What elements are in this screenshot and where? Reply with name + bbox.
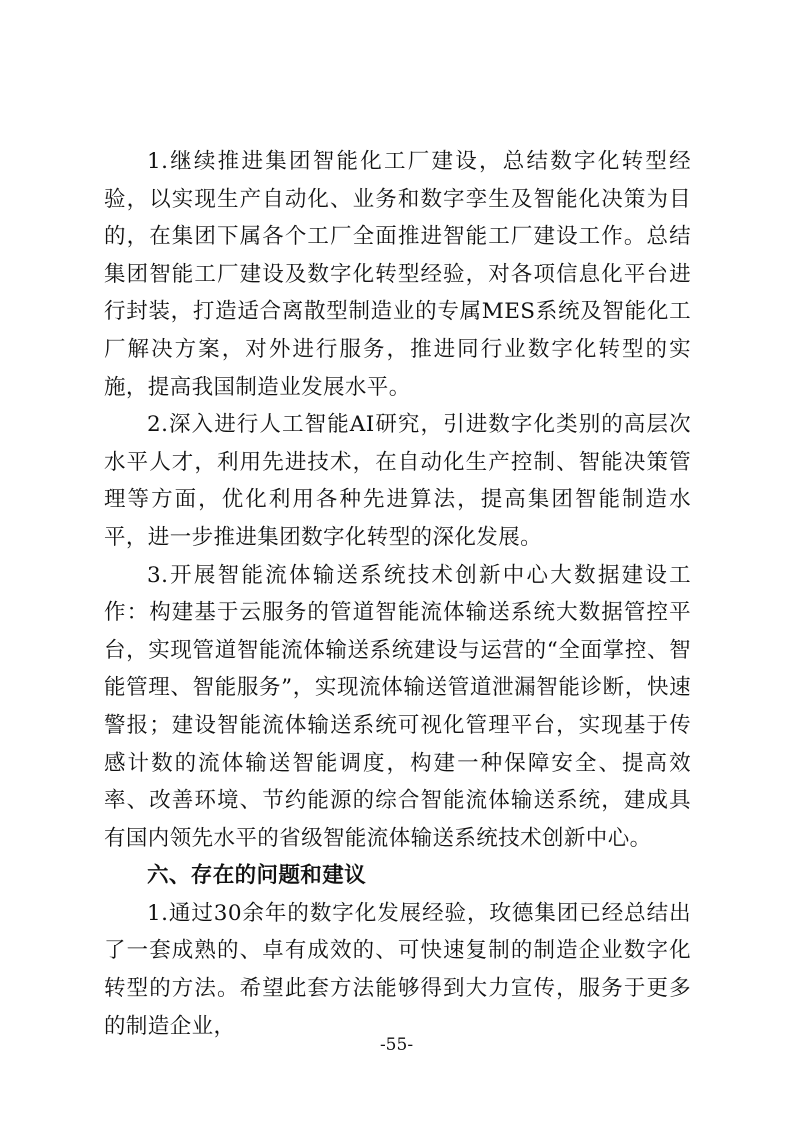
paragraph-2: 2.深入进行人工智能AI研究，引进数字化类别的高层次水平人才，利用先进技术，在自动化生产控制、智能决策管理等方面，优化利用各种先进算法，提高集团智能制造水平，进一步推进集团数字化转型的深化发展。 bbox=[104, 412, 691, 550]
paragraph-3: 3.开展智能流体输送系统技术创新中心大数据建设工作：构建基于云服务的管道智能流体输送系统大数据管控平台，实现管道智能流体输送系统建设与运营的“全面掌控、智能管理、智能服务”，实现流体输送管道泄漏智能诊断，快速警报；建设智能流体输送系统可视化管理平台，实现基于传感计数的流体输送智能调度，构建一种保障安全、提高效率、改善环境、节约能源的综合智能流体输送系统，建成具有国内领先水平的省级智能流体输送系统技术创新中心。 bbox=[104, 562, 691, 851]
page-number: -55- bbox=[379, 1035, 414, 1055]
paragraph-1: 1.继续推进集团智能化工厂建设，总结数字化转型经验，以实现生产自动化、业务和数字孪生及智能化决策为目的，在集团下属各个工厂全面推进智能工厂建设工作。总结集团智能工厂建设及数字化转型经验，对各项信息化平台进行封装，打造适合离散型制造业的专属MES系统及智能化工厂解决方案，对外进行服务，推进同行业数字化转型的实施，提高我国制造业发展水平。 bbox=[104, 149, 691, 400]
section-paragraph-1: 1.通过30余年的数字化发展经验，玫德集团已经总结出了一套成熟的、卓有成效的、可快速复制的制造企业数字化转型的方法。希望此套方法能够得到大力宣传，服务于更多的制造企业， bbox=[104, 900, 691, 1039]
body-text bbox=[104, 143, 691, 1045]
section-heading: 六、存在的问题和建议 bbox=[147, 863, 367, 889]
